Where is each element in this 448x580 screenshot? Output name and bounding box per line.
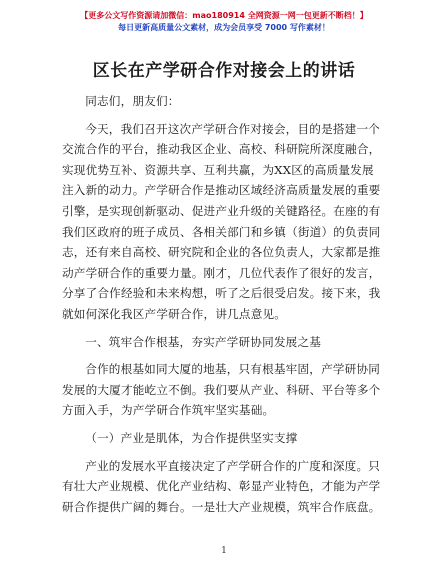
subsection-heading-1: （一）产业是肌体，为合作提供坚实支撑 [85,430,298,445]
section-heading-1: 一、筑牢合作根基，夯实产学研协同发展之基 [85,334,322,349]
document-title: 区长在产学研合作对接会上的讲话 [92,61,356,81]
paragraph-subsection-1: 产业的发展水平直接决定了产学研合作的广度和深度。只有壮大产业规模、优化产业结构、彰显产业特色，才能为产学研合作提供广阔的舞台。一是壮大产业规模，筑牢合作底盘。 [62,458,381,514]
promo-banner-top: 【更多公文写作资源请加微信：mao180914 全网资源一网一包更新不断档！】 [80,11,368,20]
paragraph-intro: 今天，我们召开这次产学研合作对接会，目的是搭建一个交流合作的平台，推动我区企业、高校、科研院所深度融合，实现优势互补、资源共享、互利共赢，为XX区的高质量发展注入新的动力。产学研合作是推动区域经济高质量发展的重要引擎，是实现创新驱动、促进产业升级的关键路径。在座的有我们区政府的班子成员、各相关部门和乡镇（街道）的负责同志，还有来自高校、研究院和企业的各位负责人，大家都是推动产学研合作的重要力量。刚才，几位代表作了很好的发言，分享了合作经验和未来构想，听了之后很受启发。接下来，我就如何深化我区产学研合作，讲几点意见。 [62,121,381,321]
salutation: 同志们，朋友们： [85,94,180,108]
page-number: 1 [221,546,227,556]
paragraph-section-1: 合作的根基如同大厦的地基，只有根基牢固，产学研协同发展的大厦才能屹立不倒。我们要从产业、科研、平台等多个方面入手，为产学研合作筑牢坚实基础。 [62,362,381,418]
promo-banner-bottom: 每日更新高质量公文素材，成为会员享受 7000 写作素材！ [118,23,330,32]
document-body [62,91,384,517]
